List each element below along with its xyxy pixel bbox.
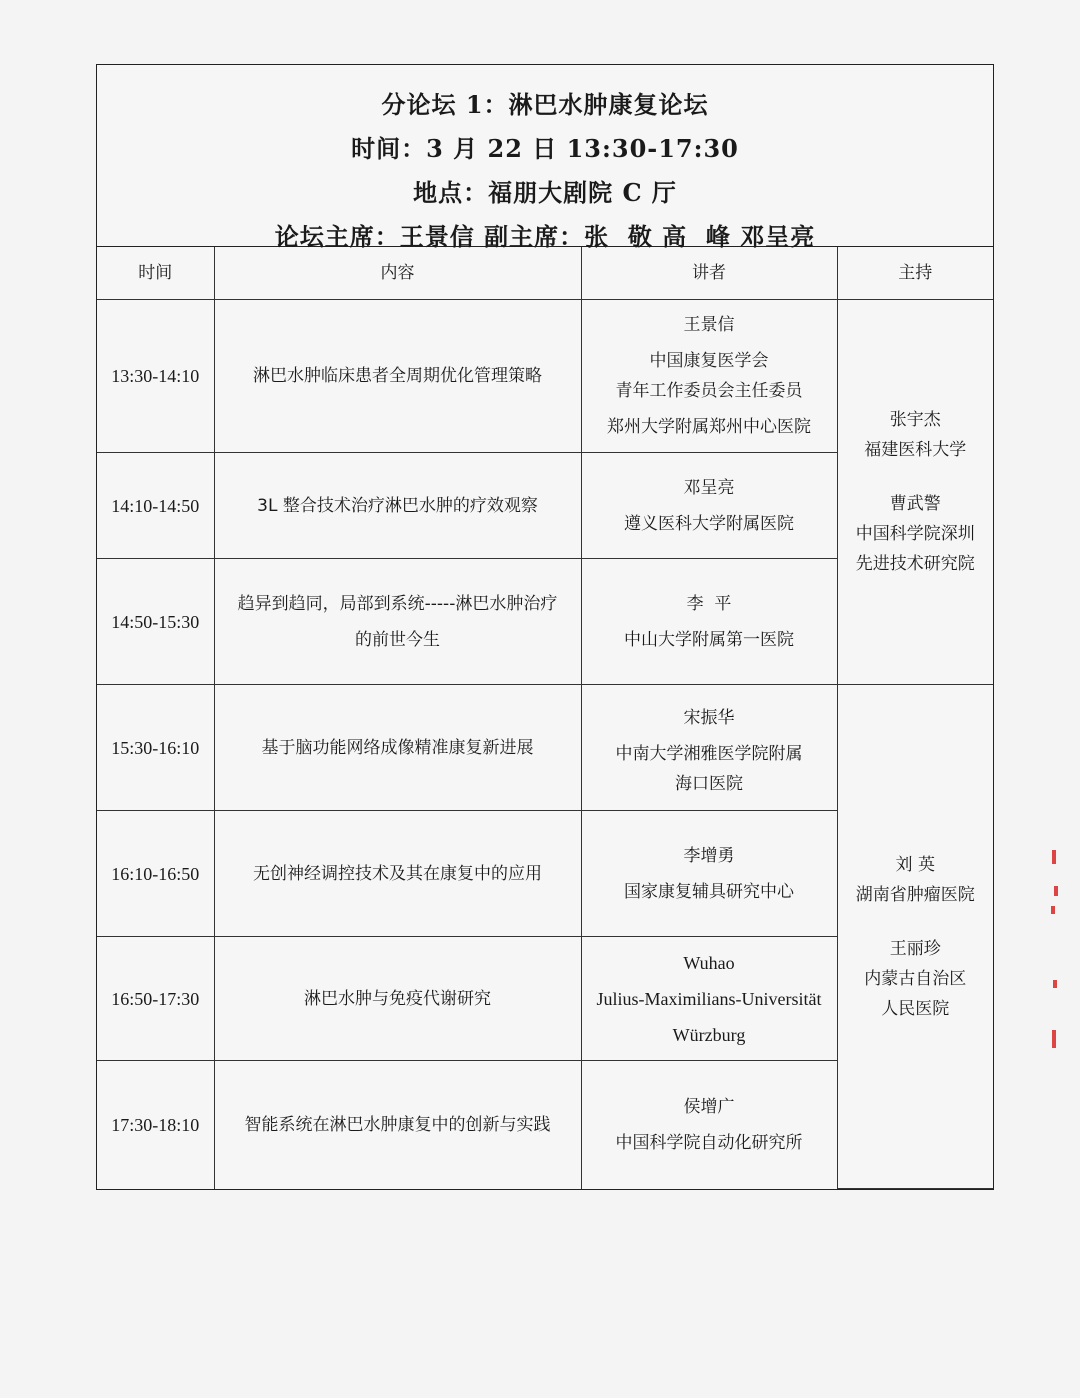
row-time: 14:10-14:50 <box>97 453 214 559</box>
row-speaker: 侯增广 中国科学院自动化研究所 <box>581 1061 837 1189</box>
row-speaker: 李增勇 国家康复辅具研究中心 <box>581 811 837 937</box>
schedule-table <box>97 247 993 1189</box>
speaker-name: 宋振华 <box>683 707 735 728</box>
program-sheet <box>96 64 994 1190</box>
host-name: 曹武警 <box>889 494 941 514</box>
row-time: 13:30-14:10 <box>97 300 214 453</box>
row-content: 智能系统在淋巴水肿康复中的创新与实践 <box>214 1061 581 1189</box>
row-content: 趋异到趋同，局部到系统-----淋巴水肿治疗 的前世今生 <box>214 559 581 685</box>
speaker-name: 王景信 <box>683 315 735 335</box>
col-header-host: 主持 <box>837 247 993 300</box>
table-row <box>97 300 993 453</box>
forum-chairs: 论坛主席：王景信 副主席：张 敬 高 峰 邓呈亮 <box>274 222 816 251</box>
edge-stamp-marks <box>1048 850 1064 1060</box>
stamp-mark <box>1054 886 1058 896</box>
row-time: 17:30-18:10 <box>97 1061 214 1189</box>
host-cell-1: 张宇杰 福建医科大学 曹武警 中国科学院深圳 先进技术研究院 <box>837 300 993 685</box>
row-speaker: 王景信 中国康复医学会 青年工作委员会主任委员 郑州大学附属郑州中心医院 <box>581 300 837 453</box>
stamp-mark <box>1051 906 1055 914</box>
stamp-mark <box>1053 980 1057 988</box>
row-content: 3L 整合技术治疗淋巴水肿的疗效观察 <box>214 453 581 559</box>
row-time: 14:50-15:30 <box>97 559 214 685</box>
row-time: 15:30-16:10 <box>97 685 214 811</box>
forum-header <box>97 65 993 251</box>
speaker-name: 李 平 <box>686 593 732 614</box>
row-speaker: 李 平 中山大学附属第一医院 <box>581 559 837 685</box>
row-time: 16:50-17:30 <box>97 937 214 1061</box>
speaker-name: 侯增广 <box>683 1096 735 1117</box>
row-content: 无创神经调控技术及其在康复中的应用 <box>214 811 581 937</box>
speaker-name: 李增勇 <box>683 845 735 866</box>
speaker-name: 邓呈亮 <box>683 477 735 498</box>
row-speaker: 邓呈亮 遵义医科大学附属医院 <box>581 453 837 559</box>
stamp-mark <box>1052 850 1056 864</box>
row-content: 淋巴水肿与免疫代谢研究 <box>214 937 581 1061</box>
forum-title: 分论坛 1：淋巴水肿康复论坛 <box>381 90 709 119</box>
host-name: 刘 英 <box>895 854 935 875</box>
table-row <box>97 685 993 811</box>
row-time: 16:10-16:50 <box>97 811 214 937</box>
stamp-mark <box>1052 1030 1056 1048</box>
row-content: 基于脑功能网络成像精准康复新进展 <box>214 685 581 811</box>
col-header-content: 内容 <box>214 247 581 300</box>
col-header-time: 时间 <box>97 247 214 300</box>
row-content: 淋巴水肿临床患者全周期优化管理策略 <box>214 300 581 453</box>
host-name: 王丽珍 <box>889 938 941 959</box>
host-name: 张宇杰 <box>889 410 941 430</box>
row-speaker: Wuhao Julius-Maximilians-Universität Würzburg <box>581 937 837 1061</box>
row-speaker: 宋振华 中南大学湘雅医学院附属 海口医院 <box>581 685 837 811</box>
forum-venue: 地点：福朋大剧院 C 厅 <box>413 178 677 207</box>
forum-time: 时间：3 月 22 日 13:30-17:30 <box>351 134 739 163</box>
host-cell-2: 刘 英 湖南省肿瘤医院 王丽珍 内蒙古自治区 人民医院 <box>837 685 993 1189</box>
speaker-name: Wuhao <box>683 952 735 973</box>
col-header-speaker: 讲者 <box>581 247 837 300</box>
